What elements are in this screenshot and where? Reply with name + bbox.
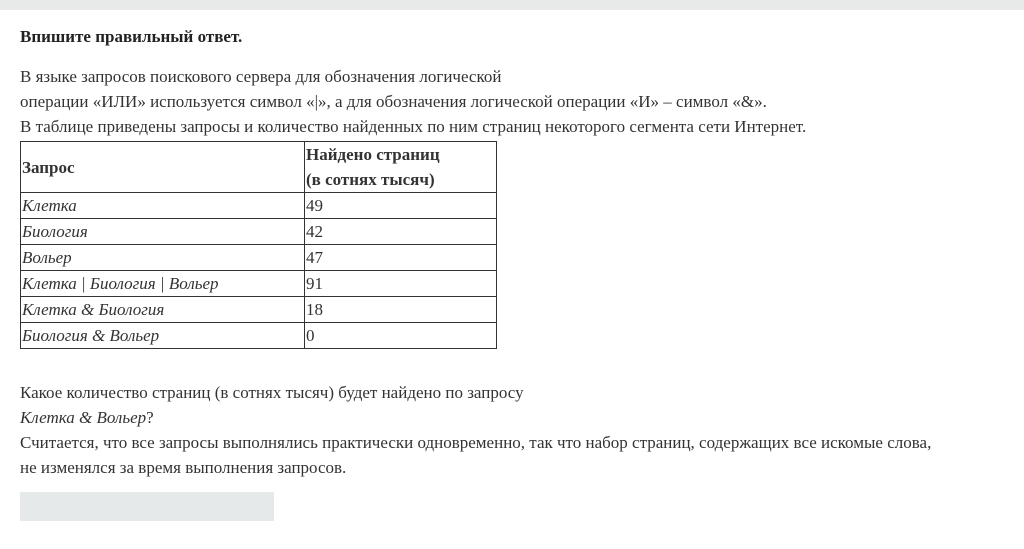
query-table	[20, 141, 497, 349]
header-found-line-2: (в сотнях тысяч)	[306, 170, 435, 189]
question-mark: ?	[146, 408, 154, 427]
intro-line-3: В таблице приведены запросы и количество найденных по ним страниц некоторого сегмента сети Интернет.	[20, 117, 807, 136]
row-found: 91	[305, 271, 497, 297]
row-found: 0	[305, 323, 497, 349]
task-instruction: Впишите правильный ответ.	[20, 27, 243, 46]
note-line-1: Считается, что все запросы выполнялись практически одновременно, так что набор страниц, содержащих все искомые слова,	[20, 433, 932, 452]
table-row	[21, 297, 497, 323]
row-query: Клетка	[21, 193, 305, 219]
header-found	[305, 142, 497, 193]
question-line-1: Какое количество страниц (в сотнях тысяч) будет найдено по запросу	[20, 383, 524, 402]
answer-input[interactable]	[20, 492, 274, 521]
row-query: Биология	[21, 219, 305, 245]
row-found: 18	[305, 297, 497, 323]
question-line-2	[20, 408, 154, 428]
note-line-2: не изменялся за время выполнения запросов.	[20, 458, 347, 477]
row-found: 49	[305, 193, 497, 219]
row-query: Клетка & Биология	[21, 297, 305, 323]
intro-line-1: В языке запросов поискового сервера для обозначения логической	[20, 67, 502, 86]
intro-line-2: операции «ИЛИ» используется символ «|», а для обозначения логической операции «И» – символ «&».	[20, 92, 767, 111]
row-query: Биология & Вольер	[21, 323, 305, 349]
table-header-row	[21, 142, 497, 193]
table-row	[21, 323, 497, 349]
table-row	[21, 193, 497, 219]
top-bar	[0, 0, 1024, 10]
header-found-line-1: Найдено страниц	[306, 145, 440, 164]
row-query: Клетка | Биология | Вольер	[21, 271, 305, 297]
table-row	[21, 219, 497, 245]
header-query: Запрос	[21, 142, 305, 193]
table-row	[21, 271, 497, 297]
question-query: Клетка & Вольер	[20, 408, 147, 427]
row-query: Вольер	[21, 245, 305, 271]
row-found: 42	[305, 219, 497, 245]
row-found: 47	[305, 245, 497, 271]
table-row	[21, 245, 497, 271]
